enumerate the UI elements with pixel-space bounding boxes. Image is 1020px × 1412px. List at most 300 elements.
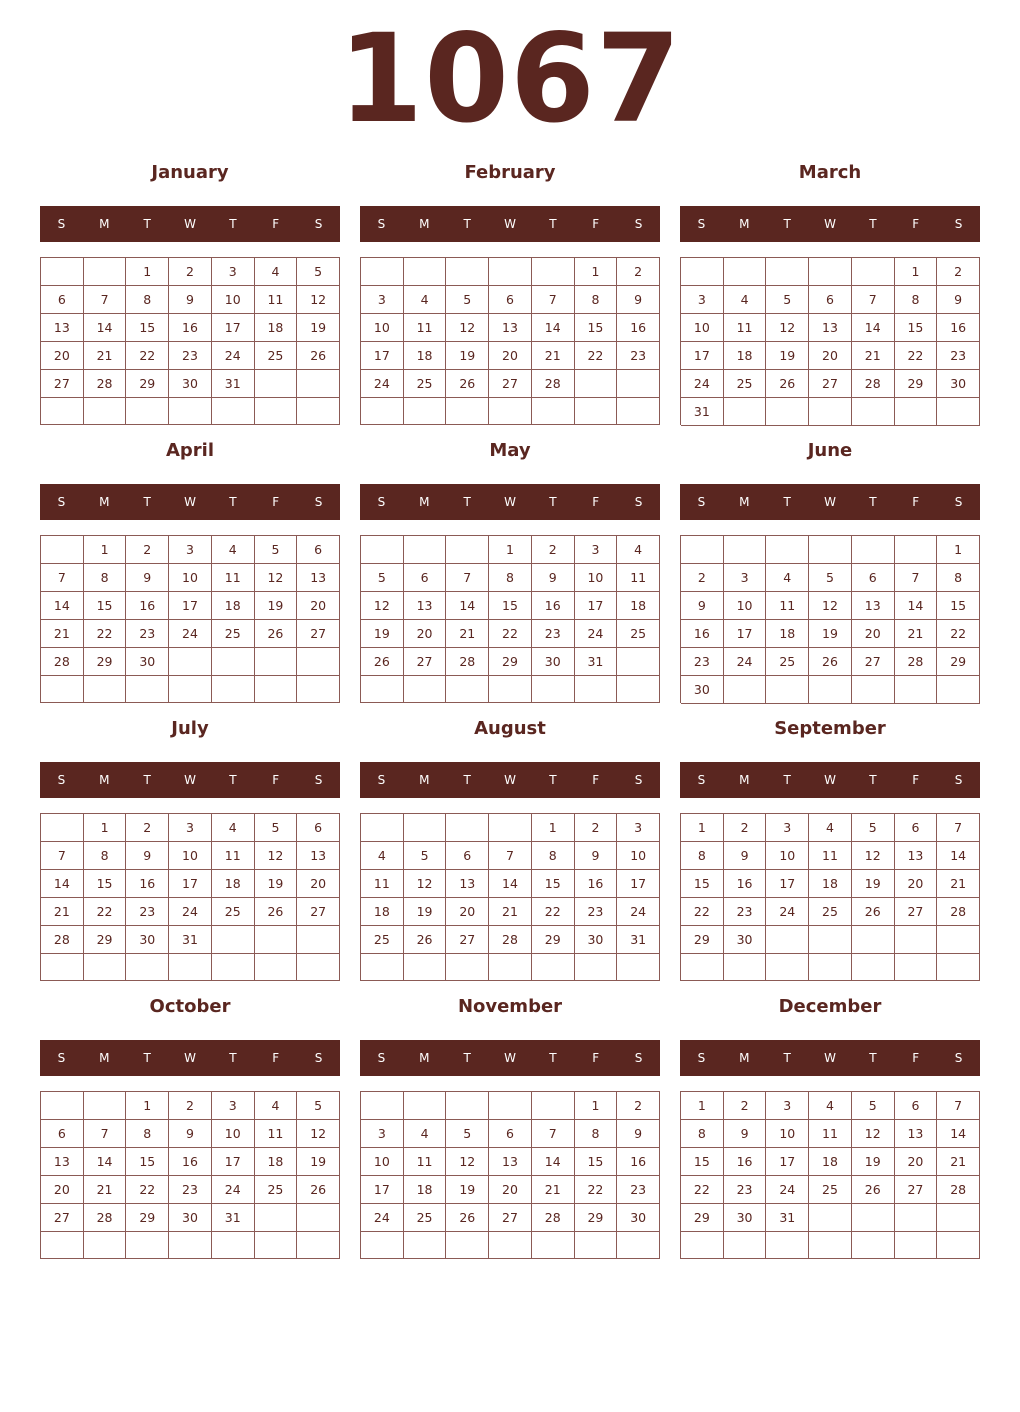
day-cell: 9 bbox=[617, 286, 660, 314]
day-cell: 12 bbox=[446, 1148, 489, 1176]
weekday-header: S bbox=[57, 217, 66, 231]
day-cell bbox=[404, 676, 447, 703]
day-cell bbox=[41, 1232, 84, 1259]
day-cell: 23 bbox=[617, 342, 660, 370]
weekday-header: S bbox=[697, 495, 706, 509]
day-cell bbox=[852, 1232, 895, 1259]
day-cell bbox=[297, 370, 340, 398]
day-cell: 3 bbox=[169, 814, 212, 842]
day-cell: 25 bbox=[255, 1176, 298, 1204]
day-cell: 4 bbox=[617, 536, 660, 564]
day-cell: 30 bbox=[937, 370, 980, 398]
day-cell bbox=[575, 676, 618, 703]
day-cell: 21 bbox=[489, 898, 532, 926]
day-cell: 27 bbox=[489, 370, 532, 398]
day-cell bbox=[724, 398, 767, 426]
day-cell: 31 bbox=[212, 1204, 255, 1232]
day-cell bbox=[617, 398, 660, 425]
day-cell bbox=[852, 258, 895, 286]
weekday-header: T bbox=[229, 1051, 237, 1065]
day-cell bbox=[809, 398, 852, 426]
weekday-header-bar bbox=[360, 1040, 660, 1076]
day-cell bbox=[809, 258, 852, 286]
day-cell: 18 bbox=[212, 592, 255, 620]
day-cell: 16 bbox=[617, 314, 660, 342]
day-cell bbox=[297, 1232, 340, 1259]
day-cell: 30 bbox=[126, 648, 169, 676]
weekday-header-bar bbox=[680, 762, 980, 798]
day-cell: 23 bbox=[575, 898, 618, 926]
day-grid bbox=[680, 535, 980, 703]
day-cell bbox=[809, 676, 852, 704]
day-cell: 16 bbox=[937, 314, 980, 342]
day-cell: 21 bbox=[937, 870, 980, 898]
weekday-header: T bbox=[229, 773, 237, 787]
day-cell: 30 bbox=[617, 1204, 660, 1232]
month-title: August bbox=[474, 718, 546, 739]
day-cell bbox=[617, 676, 660, 703]
day-cell bbox=[446, 676, 489, 703]
day-cell: 7 bbox=[895, 564, 938, 592]
day-cell bbox=[766, 536, 809, 564]
day-cell: 4 bbox=[255, 258, 298, 286]
day-cell: 13 bbox=[404, 592, 447, 620]
day-cell bbox=[404, 954, 447, 981]
day-cell: 26 bbox=[255, 898, 298, 926]
day-cell: 6 bbox=[297, 814, 340, 842]
day-cell: 25 bbox=[724, 370, 767, 398]
day-cell bbox=[169, 676, 212, 703]
day-cell: 11 bbox=[809, 842, 852, 870]
day-cell bbox=[361, 1092, 404, 1120]
day-cell bbox=[41, 398, 84, 425]
day-cell: 17 bbox=[169, 870, 212, 898]
weekday-header: S bbox=[57, 1051, 66, 1065]
day-cell: 15 bbox=[532, 870, 575, 898]
day-cell: 29 bbox=[532, 926, 575, 954]
weekday-header: W bbox=[824, 217, 836, 231]
day-cell: 20 bbox=[297, 592, 340, 620]
day-cell bbox=[852, 926, 895, 954]
day-cell: 14 bbox=[489, 870, 532, 898]
day-cell: 6 bbox=[852, 564, 895, 592]
day-cell: 29 bbox=[126, 370, 169, 398]
day-cell: 13 bbox=[809, 314, 852, 342]
day-cell: 4 bbox=[766, 564, 809, 592]
day-cell bbox=[895, 954, 938, 981]
weekday-header: T bbox=[869, 495, 877, 509]
day-cell bbox=[446, 258, 489, 286]
day-cell: 2 bbox=[724, 1092, 767, 1120]
day-cell bbox=[766, 926, 809, 954]
day-cell: 11 bbox=[617, 564, 660, 592]
day-cell bbox=[404, 814, 447, 842]
day-cell bbox=[255, 1232, 298, 1259]
day-cell: 5 bbox=[361, 564, 404, 592]
day-cell: 5 bbox=[446, 1120, 489, 1148]
day-cell: 6 bbox=[489, 286, 532, 314]
day-cell: 7 bbox=[532, 1120, 575, 1148]
day-cell: 14 bbox=[937, 842, 980, 870]
day-cell: 29 bbox=[895, 370, 938, 398]
day-cell: 5 bbox=[766, 286, 809, 314]
day-cell: 20 bbox=[41, 1176, 84, 1204]
day-cell: 21 bbox=[852, 342, 895, 370]
day-cell: 14 bbox=[84, 314, 127, 342]
weekday-header: F bbox=[592, 495, 600, 509]
day-cell: 17 bbox=[724, 620, 767, 648]
day-cell: 9 bbox=[724, 842, 767, 870]
day-cell bbox=[404, 258, 447, 286]
day-cell: 16 bbox=[126, 870, 169, 898]
weekday-header: S bbox=[314, 1051, 323, 1065]
day-cell: 23 bbox=[617, 1176, 660, 1204]
day-cell: 27 bbox=[809, 370, 852, 398]
day-cell: 26 bbox=[852, 1176, 895, 1204]
day-cell: 16 bbox=[575, 870, 618, 898]
day-cell bbox=[532, 1092, 575, 1120]
day-cell bbox=[446, 1232, 489, 1259]
weekday-header: S bbox=[954, 217, 963, 231]
day-cell: 9 bbox=[617, 1120, 660, 1148]
day-cell: 20 bbox=[297, 870, 340, 898]
weekday-header: S bbox=[377, 1051, 386, 1065]
weekday-header: M bbox=[739, 1051, 750, 1065]
day-cell: 9 bbox=[681, 592, 724, 620]
day-cell: 25 bbox=[404, 370, 447, 398]
day-cell: 7 bbox=[852, 286, 895, 314]
day-cell: 9 bbox=[169, 1120, 212, 1148]
day-cell: 11 bbox=[724, 314, 767, 342]
day-cell bbox=[809, 926, 852, 954]
day-cell: 20 bbox=[404, 620, 447, 648]
day-cell: 1 bbox=[681, 814, 724, 842]
day-cell: 3 bbox=[575, 536, 618, 564]
day-cell: 24 bbox=[681, 370, 724, 398]
day-cell bbox=[895, 398, 938, 426]
day-cell bbox=[575, 954, 618, 981]
day-cell bbox=[575, 1232, 618, 1259]
day-cell: 31 bbox=[617, 926, 660, 954]
weekday-header: T bbox=[143, 217, 151, 231]
weekday-header: T bbox=[143, 773, 151, 787]
weekday-header-bar bbox=[360, 762, 660, 798]
day-cell bbox=[446, 398, 489, 425]
day-cell: 28 bbox=[895, 648, 938, 676]
day-cell: 14 bbox=[852, 314, 895, 342]
day-cell: 3 bbox=[724, 564, 767, 592]
weekday-header: M bbox=[739, 773, 750, 787]
day-cell: 17 bbox=[766, 870, 809, 898]
day-cell: 28 bbox=[937, 1176, 980, 1204]
month-title: April bbox=[165, 440, 215, 461]
day-cell: 27 bbox=[895, 1176, 938, 1204]
day-cell: 30 bbox=[681, 676, 724, 704]
day-cell: 12 bbox=[255, 564, 298, 592]
day-cell: 9 bbox=[724, 1120, 767, 1148]
day-cell bbox=[361, 258, 404, 286]
day-cell: 21 bbox=[937, 1148, 980, 1176]
day-cell: 4 bbox=[255, 1092, 298, 1120]
day-cell: 20 bbox=[41, 342, 84, 370]
day-cell: 30 bbox=[169, 1204, 212, 1232]
day-cell: 3 bbox=[681, 286, 724, 314]
day-cell bbox=[41, 258, 84, 286]
day-cell: 22 bbox=[937, 620, 980, 648]
day-cell: 24 bbox=[724, 648, 767, 676]
weekday-header: F bbox=[592, 217, 600, 231]
day-cell: 27 bbox=[852, 648, 895, 676]
weekday-header: M bbox=[99, 773, 110, 787]
day-cell bbox=[489, 398, 532, 425]
day-cell: 11 bbox=[212, 564, 255, 592]
day-cell: 29 bbox=[937, 648, 980, 676]
day-cell: 14 bbox=[41, 592, 84, 620]
day-cell: 5 bbox=[852, 814, 895, 842]
weekday-header: T bbox=[549, 495, 557, 509]
day-cell: 2 bbox=[126, 814, 169, 842]
day-cell: 3 bbox=[361, 1120, 404, 1148]
day-cell bbox=[724, 676, 767, 704]
day-cell: 14 bbox=[532, 1148, 575, 1176]
weekday-header: W bbox=[504, 773, 516, 787]
day-cell bbox=[575, 370, 618, 398]
day-cell: 21 bbox=[446, 620, 489, 648]
day-cell: 9 bbox=[126, 564, 169, 592]
day-cell: 1 bbox=[937, 536, 980, 564]
day-cell: 16 bbox=[169, 314, 212, 342]
day-cell: 14 bbox=[532, 314, 575, 342]
day-cell bbox=[852, 398, 895, 426]
day-cell: 21 bbox=[84, 342, 127, 370]
weekday-header: T bbox=[143, 1051, 151, 1065]
day-cell: 9 bbox=[937, 286, 980, 314]
day-cell: 18 bbox=[404, 1176, 447, 1204]
weekday-header: W bbox=[504, 1051, 516, 1065]
day-cell: 18 bbox=[617, 592, 660, 620]
day-cell bbox=[766, 954, 809, 981]
day-cell bbox=[255, 676, 298, 703]
day-cell: 29 bbox=[681, 926, 724, 954]
weekday-header: T bbox=[229, 495, 237, 509]
day-cell: 29 bbox=[681, 1204, 724, 1232]
day-cell: 2 bbox=[681, 564, 724, 592]
day-cell: 13 bbox=[895, 1120, 938, 1148]
day-cell bbox=[126, 1232, 169, 1259]
day-cell: 22 bbox=[575, 1176, 618, 1204]
day-cell: 1 bbox=[126, 258, 169, 286]
day-cell: 26 bbox=[766, 370, 809, 398]
day-cell bbox=[489, 1232, 532, 1259]
day-cell bbox=[937, 1232, 980, 1259]
day-cell bbox=[126, 954, 169, 981]
month-title: May bbox=[489, 440, 531, 461]
weekday-header: T bbox=[463, 773, 471, 787]
day-cell: 31 bbox=[169, 926, 212, 954]
day-cell bbox=[617, 1232, 660, 1259]
day-cell: 13 bbox=[446, 870, 489, 898]
day-cell: 10 bbox=[361, 314, 404, 342]
day-cell: 11 bbox=[255, 1120, 298, 1148]
day-cell bbox=[297, 954, 340, 981]
day-cell: 17 bbox=[575, 592, 618, 620]
day-cell bbox=[404, 1232, 447, 1259]
day-cell bbox=[41, 1092, 84, 1120]
day-cell: 22 bbox=[532, 898, 575, 926]
day-cell bbox=[852, 1204, 895, 1232]
day-cell bbox=[766, 1232, 809, 1259]
day-grid bbox=[40, 813, 340, 981]
day-cell: 16 bbox=[681, 620, 724, 648]
weekday-header: M bbox=[99, 495, 110, 509]
day-cell: 26 bbox=[446, 370, 489, 398]
day-cell: 15 bbox=[895, 314, 938, 342]
weekday-header: W bbox=[504, 495, 516, 509]
weekday-header: F bbox=[912, 495, 920, 509]
day-cell: 27 bbox=[297, 620, 340, 648]
day-cell: 13 bbox=[489, 314, 532, 342]
day-cell bbox=[169, 398, 212, 425]
day-cell bbox=[446, 536, 489, 564]
weekday-header: T bbox=[869, 773, 877, 787]
weekday-header: T bbox=[869, 1051, 877, 1065]
day-cell bbox=[84, 398, 127, 425]
day-cell: 28 bbox=[84, 370, 127, 398]
day-cell bbox=[937, 1204, 980, 1232]
year-title: 1067 bbox=[338, 8, 682, 150]
month-title: July bbox=[171, 718, 209, 739]
weekday-header: W bbox=[184, 1051, 196, 1065]
day-cell: 10 bbox=[575, 564, 618, 592]
day-grid bbox=[680, 1091, 980, 1259]
day-cell: 24 bbox=[169, 898, 212, 926]
day-cell: 2 bbox=[169, 258, 212, 286]
day-cell bbox=[212, 676, 255, 703]
day-cell: 16 bbox=[532, 592, 575, 620]
weekday-header: S bbox=[314, 495, 323, 509]
day-cell: 31 bbox=[212, 370, 255, 398]
day-cell: 10 bbox=[361, 1148, 404, 1176]
day-cell bbox=[895, 1232, 938, 1259]
day-cell bbox=[895, 926, 938, 954]
day-cell: 1 bbox=[126, 1092, 169, 1120]
day-cell: 6 bbox=[809, 286, 852, 314]
weekday-header-bar bbox=[40, 762, 340, 798]
day-cell: 8 bbox=[532, 842, 575, 870]
day-cell: 2 bbox=[126, 536, 169, 564]
day-cell bbox=[169, 1232, 212, 1259]
day-cell bbox=[852, 954, 895, 981]
day-cell: 5 bbox=[446, 286, 489, 314]
day-cell: 4 bbox=[212, 536, 255, 564]
day-cell bbox=[895, 676, 938, 704]
day-cell: 22 bbox=[126, 342, 169, 370]
day-cell: 27 bbox=[895, 898, 938, 926]
day-cell: 28 bbox=[532, 370, 575, 398]
day-cell: 15 bbox=[575, 314, 618, 342]
day-cell: 10 bbox=[169, 564, 212, 592]
weekday-header: S bbox=[954, 773, 963, 787]
day-cell: 22 bbox=[489, 620, 532, 648]
day-cell: 6 bbox=[446, 842, 489, 870]
day-cell bbox=[255, 954, 298, 981]
day-cell bbox=[255, 648, 298, 676]
day-cell: 27 bbox=[297, 898, 340, 926]
day-cell: 28 bbox=[446, 648, 489, 676]
day-cell: 11 bbox=[766, 592, 809, 620]
day-cell: 21 bbox=[532, 1176, 575, 1204]
weekday-header: T bbox=[463, 495, 471, 509]
day-cell bbox=[937, 398, 980, 426]
day-cell: 11 bbox=[809, 1120, 852, 1148]
day-cell: 6 bbox=[297, 536, 340, 564]
month-title: March bbox=[798, 162, 862, 183]
day-cell: 23 bbox=[126, 898, 169, 926]
day-cell: 24 bbox=[766, 1176, 809, 1204]
day-cell: 26 bbox=[361, 648, 404, 676]
day-cell: 30 bbox=[575, 926, 618, 954]
day-cell: 14 bbox=[446, 592, 489, 620]
month-title: June bbox=[807, 440, 853, 461]
day-cell: 20 bbox=[489, 342, 532, 370]
day-cell bbox=[724, 954, 767, 981]
day-cell: 3 bbox=[212, 258, 255, 286]
weekday-header: T bbox=[783, 1051, 791, 1065]
weekday-header-bar bbox=[360, 206, 660, 242]
day-cell: 12 bbox=[297, 1120, 340, 1148]
day-cell: 20 bbox=[852, 620, 895, 648]
day-cell bbox=[937, 926, 980, 954]
day-cell: 26 bbox=[297, 342, 340, 370]
day-cell: 1 bbox=[895, 258, 938, 286]
day-cell: 23 bbox=[126, 620, 169, 648]
day-cell: 7 bbox=[41, 564, 84, 592]
day-cell: 17 bbox=[766, 1148, 809, 1176]
day-cell: 5 bbox=[297, 258, 340, 286]
day-cell: 11 bbox=[255, 286, 298, 314]
day-cell: 19 bbox=[766, 342, 809, 370]
month-title: January bbox=[151, 162, 229, 183]
day-cell: 6 bbox=[404, 564, 447, 592]
day-cell: 1 bbox=[575, 1092, 618, 1120]
day-cell bbox=[404, 1092, 447, 1120]
day-cell: 12 bbox=[255, 842, 298, 870]
day-cell: 5 bbox=[255, 814, 298, 842]
day-cell bbox=[532, 1232, 575, 1259]
weekday-header: T bbox=[783, 773, 791, 787]
day-cell: 13 bbox=[895, 842, 938, 870]
weekday-header-bar bbox=[680, 206, 980, 242]
day-cell: 30 bbox=[532, 648, 575, 676]
day-cell: 7 bbox=[84, 286, 127, 314]
day-cell: 22 bbox=[84, 898, 127, 926]
day-cell bbox=[766, 398, 809, 426]
day-cell: 26 bbox=[852, 898, 895, 926]
day-cell: 10 bbox=[766, 842, 809, 870]
day-cell bbox=[489, 814, 532, 842]
day-cell: 19 bbox=[297, 314, 340, 342]
day-grid bbox=[360, 1091, 660, 1259]
day-cell: 27 bbox=[404, 648, 447, 676]
day-cell: 20 bbox=[446, 898, 489, 926]
day-cell: 23 bbox=[724, 1176, 767, 1204]
day-cell: 26 bbox=[297, 1176, 340, 1204]
day-cell: 20 bbox=[895, 870, 938, 898]
weekday-header: T bbox=[143, 495, 151, 509]
day-cell: 24 bbox=[212, 342, 255, 370]
weekday-header: F bbox=[912, 217, 920, 231]
weekday-header: F bbox=[912, 773, 920, 787]
